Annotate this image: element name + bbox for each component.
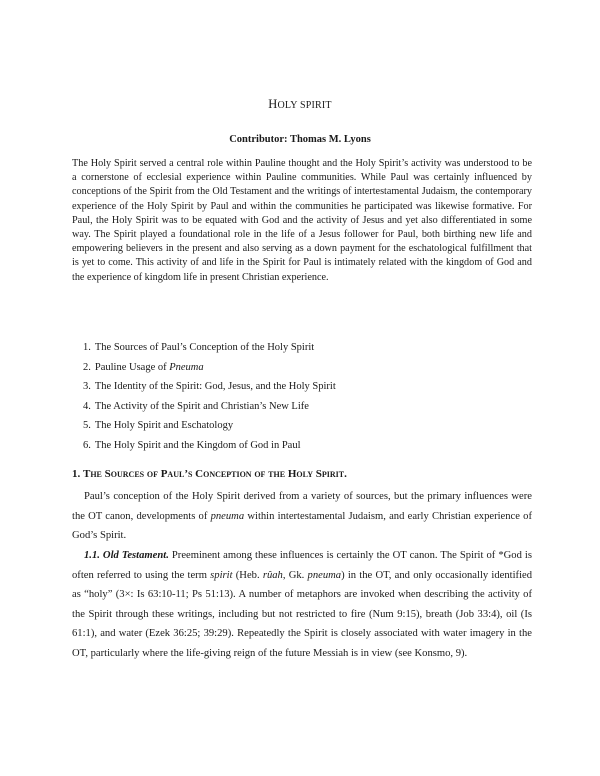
page-title [0,97,600,112]
table-of-contents [83,338,523,455]
subsection-heading: 1.1. Old Testament. [84,550,169,561]
contributor-line: Contributor: Thomas M. Lyons [229,134,371,145]
toc-item: 4. The Activity of the Spirit and Christian’s New Life [83,400,309,412]
section-heading: 1. The Sources of Paul’s Conception of the Holy Spirit. [72,468,347,480]
toc-item: 2. Pauline Usage of Pneuma [83,361,204,373]
toc-item: 1. The Sources of Paul’s Conception of the Holy Spirit [83,342,315,353]
toc-item: 5. The Holy Spirit and Eschatology [83,420,234,431]
title-rest: OLY SPIRIT [277,100,332,111]
abstract-paragraph: The Holy Spirit served a central role within Pauline thought and the Holy Spirit’s activity was understood to be a cornerstone of ecclesial experience within Pauline communities. While Paul was certainly influenced by conceptions of the Spirit from the Old Testament and the writings of intertestamental Judaism, the contemporary experience of the Holy Spirit by Paul and within the communities he participated was likewise formative. For Paul, the Holy Spirit was to be equated with God and the activity of Jesus and yet also differentiated in some way. The Spirit played a foundational role in the life of a Jesus follower for Paul, both birthing new life and empowering believers in the present and also serving as a down payment for the eschatological fulfillment that is yet to come. This activity of and life in the Spirit for Paul is intimately related with the kingdom of God and the experience of kingdom life in present Christian experience. [72,158,532,283]
body-paragraph: Paul’s conception of the Holy Spirit derived from a variety of sources, but the primary influences were the OT canon, developments of pneuma within intertestamental Judaism, and early Christian experience of God’s Spirit. [72,491,532,542]
title-initial: H [268,97,278,111]
toc-item: 6. The Holy Spirit and the Kingdom of God in Paul [83,439,301,451]
toc-item: 3. The Identity of the Spirit: God, Jesus, and the Holy Spirit [83,381,336,392]
body-paragraph: 1.1. Old Testament. Preeminent among these influences is certainly the OT canon. The Spirit of *God is often referred to using the term spirit (Heb. rûah, Gk. pneuma) in the OT, and only occasionally identified as “holy” (3×: Is 63:10-11; Ps 51:13). A number of metaphors are invoked when describing the activity of the Spirit through these writings, including but not restricted to fire (Num 9:15), breath (Job 33:4), oil (Is 61:1), and water (Ezek 36:25; 39:29). Repeatedly the Spirit is closely associated with water imagery in the OT, particularly where the life-giving reign of the future Messiah is in view (see Konsmo, 9). [72,550,533,659]
